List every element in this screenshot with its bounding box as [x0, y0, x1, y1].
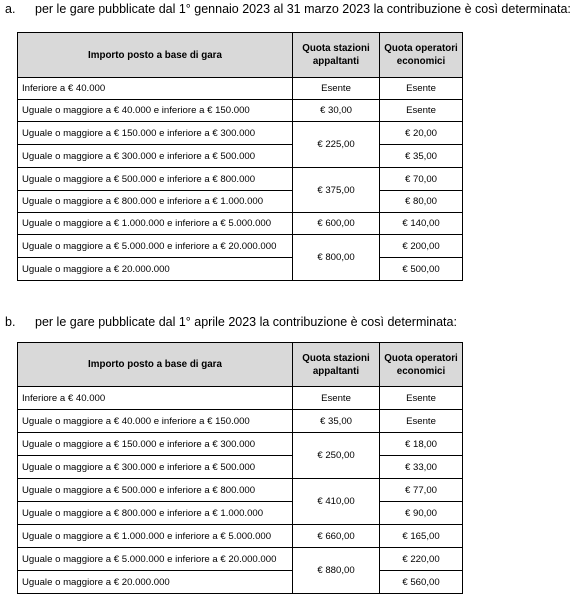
quota-oe-cell: € 80,00	[380, 191, 463, 213]
table-row	[18, 213, 463, 235]
quota-oe-cell: € 220,00	[380, 548, 463, 571]
table-row	[18, 502, 463, 525]
table-row	[18, 78, 463, 100]
range-cell: Uguale o maggiore a € 1.000.000 e inferiore a € 5.000.000	[18, 525, 293, 548]
contribution-table-a	[17, 32, 463, 281]
quota-sa-cell: € 880,00	[293, 548, 380, 594]
header-quota-stazioni: Quota stazioni appaltanti	[293, 33, 380, 78]
section-b-heading	[5, 315, 457, 329]
table-row	[18, 410, 463, 433]
quota-oe-cell: Esente	[380, 410, 463, 433]
quota-sa-cell: € 30,00	[293, 100, 380, 122]
range-cell: Uguale o maggiore a € 20.000.000	[18, 258, 293, 281]
quota-oe-cell: € 77,00	[380, 479, 463, 502]
table-row	[18, 571, 463, 594]
quota-oe-cell: € 165,00	[380, 525, 463, 548]
quota-sa-cell: € 225,00	[293, 122, 380, 168]
quota-oe-cell: € 140,00	[380, 213, 463, 235]
range-cell: Uguale o maggiore a € 500.000 e inferiore a € 800.000	[18, 479, 293, 502]
table-header-row	[18, 343, 463, 387]
quota-oe-cell: € 560,00	[380, 571, 463, 594]
quota-sa-cell: Esente	[293, 387, 380, 410]
table-row	[18, 145, 463, 168]
header-importo: Importo posto a base di gara	[18, 343, 293, 387]
quota-sa-cell: € 800,00	[293, 235, 380, 281]
section-a-heading-text: per le gare pubblicate dal 1° gennaio 2023 al 31 marzo 2023 la contribuzione è così determinata:	[35, 2, 571, 16]
section-a-heading	[5, 2, 571, 16]
quota-sa-cell: € 410,00	[293, 479, 380, 525]
quota-oe-cell: € 33,00	[380, 456, 463, 479]
range-cell: Uguale o maggiore a € 5.000.000 e inferiore a € 20.000.000	[18, 235, 293, 258]
table-row	[18, 456, 463, 479]
table-row	[18, 168, 463, 191]
contribution-table-b	[17, 342, 463, 594]
range-cell: Inferiore a € 40.000	[18, 78, 293, 100]
quota-oe-cell: € 500,00	[380, 258, 463, 281]
quota-oe-cell: € 18,00	[380, 433, 463, 456]
range-cell: Uguale o maggiore a € 300.000 e inferiore a € 500.000	[18, 456, 293, 479]
table-header-row	[18, 33, 463, 78]
table-row	[18, 387, 463, 410]
quota-oe-cell: € 90,00	[380, 502, 463, 525]
table-row	[18, 122, 463, 145]
range-cell: Uguale o maggiore a € 300.000 e inferiore a € 500.000	[18, 145, 293, 168]
range-cell: Inferiore a € 40.000	[18, 387, 293, 410]
quota-oe-cell: € 70,00	[380, 168, 463, 191]
range-cell: Uguale o maggiore a € 40.000 e inferiore a € 150.000	[18, 410, 293, 433]
header-quota-operatori: Quota operatori economici	[380, 33, 463, 78]
header-quota-operatori: Quota operatori economici	[380, 343, 463, 387]
range-cell: Uguale o maggiore a € 40.000 e inferiore a € 150.000	[18, 100, 293, 122]
quota-sa-cell: € 375,00	[293, 168, 380, 213]
quota-oe-cell: Esente	[380, 387, 463, 410]
range-cell: Uguale o maggiore a € 150.000 e inferiore a € 300.000	[18, 122, 293, 145]
range-cell: Uguale o maggiore a € 500.000 e inferiore a € 800.000	[18, 168, 293, 191]
range-cell: Uguale o maggiore a € 20.000.000	[18, 571, 293, 594]
table-row	[18, 191, 463, 213]
section-a-letter: a.	[5, 2, 16, 16]
range-cell: Uguale o maggiore a € 800.000 e inferiore a € 1.000.000	[18, 191, 293, 213]
quota-sa-cell: € 660,00	[293, 525, 380, 548]
header-importo: Importo posto a base di gara	[18, 33, 293, 78]
header-quota-stazioni: Quota stazioni appaltanti	[293, 343, 380, 387]
range-cell: Uguale o maggiore a € 800.000 e inferiore a € 1.000.000	[18, 502, 293, 525]
quota-oe-cell: Esente	[380, 100, 463, 122]
quota-oe-cell: € 200,00	[380, 235, 463, 258]
table-row	[18, 548, 463, 571]
section-b-letter: b.	[5, 315, 16, 329]
table-row	[18, 525, 463, 548]
table-row	[18, 433, 463, 456]
table-row	[18, 235, 463, 258]
quota-sa-cell: € 600,00	[293, 213, 380, 235]
table-row	[18, 479, 463, 502]
range-cell: Uguale o maggiore a € 1.000.000 e inferiore a € 5.000.000	[18, 213, 293, 235]
range-cell: Uguale o maggiore a € 5.000.000 e inferiore a € 20.000.000	[18, 548, 293, 571]
table-row	[18, 258, 463, 281]
quota-sa-cell: € 35,00	[293, 410, 380, 433]
quota-oe-cell: € 35,00	[380, 145, 463, 168]
range-cell: Uguale o maggiore a € 150.000 e inferiore a € 300.000	[18, 433, 293, 456]
section-b-heading-text: per le gare pubblicate dal 1° aprile 2023 la contribuzione è così determinata:	[35, 315, 457, 329]
quota-sa-cell: Esente	[293, 78, 380, 100]
table-row	[18, 100, 463, 122]
quota-oe-cell: € 20,00	[380, 122, 463, 145]
quota-sa-cell: € 250,00	[293, 433, 380, 479]
quota-oe-cell: Esente	[380, 78, 463, 100]
